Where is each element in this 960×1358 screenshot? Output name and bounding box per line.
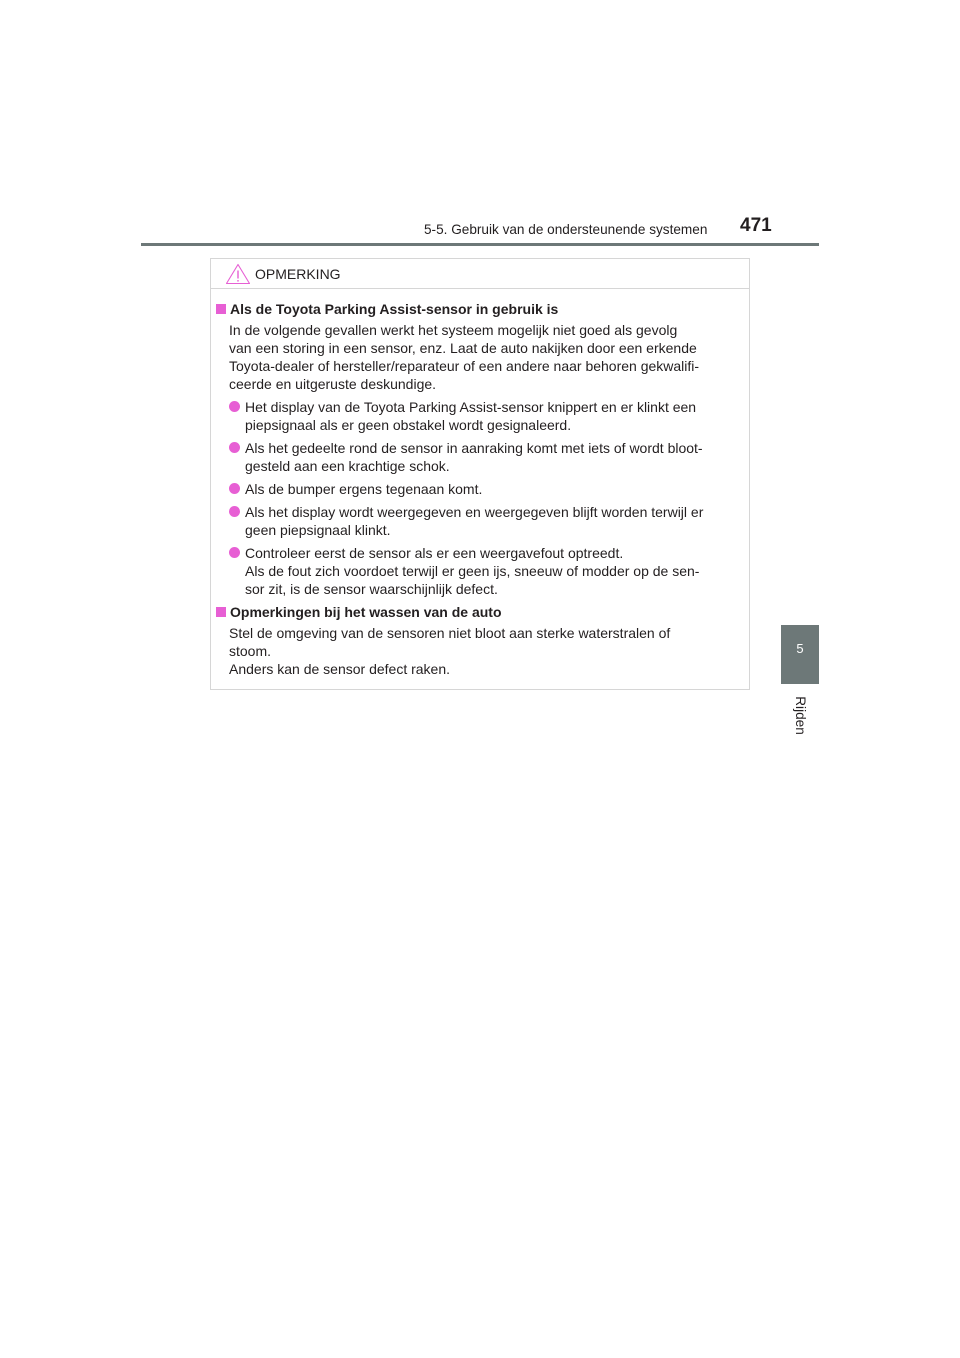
section-heading xyxy=(216,300,743,318)
section-heading-text: Opmerkingen bij het wassen van de auto xyxy=(230,604,502,620)
paragraph-line: van een storing in een sensor, enz. Laat de auto nakijken door een erkende xyxy=(229,340,697,356)
list-item-text xyxy=(245,439,703,475)
paragraph-line: In de volgende gevallen werkt het systeem mogelijk niet goed als gevolg xyxy=(229,322,678,338)
paragraph-line: Toyota-dealer of hersteller/reparateur of een andere naar behoren gekwalifi- xyxy=(229,358,700,374)
header-divider xyxy=(141,243,819,246)
section-title: 5-5. Gebruik van de ondersteunende systemen xyxy=(424,222,708,237)
list-item-line: Als het display wordt weergegeven en weergegeven blijft worden terwijl er xyxy=(245,504,704,520)
list-item-text xyxy=(245,480,482,498)
paragraph-line: stoom. xyxy=(229,643,272,659)
section-paragraph xyxy=(229,624,743,678)
list-item xyxy=(229,480,743,498)
list-item-line: Als de fout zich voordoet terwijl er geen ijs, sneeuw of modder op de sen- xyxy=(245,563,700,579)
section-heading-text: Als de Toyota Parking Assist-sensor in gebruik is xyxy=(230,301,559,317)
section-heading xyxy=(216,603,743,621)
list-item xyxy=(229,398,743,434)
chapter-tab: 5 xyxy=(781,625,819,684)
list-item-line: sor zit, is de sensor waarschijnlijk defect. xyxy=(245,581,498,597)
paragraph-line: ceerde en uitgeruste deskundige. xyxy=(229,376,437,392)
paragraph-line: Stel de omgeving van de sensoren niet bloot aan sterke waterstralen of xyxy=(229,625,671,641)
chapter-label xyxy=(776,692,824,738)
list-item-text xyxy=(245,398,696,434)
list-item-line: gesteld aan een krachtige schok. xyxy=(245,458,450,474)
round-bullet-icon xyxy=(229,401,240,412)
notice-box xyxy=(210,258,750,690)
section-paragraph xyxy=(229,321,743,393)
list-item xyxy=(229,544,743,598)
notice-header xyxy=(211,259,749,289)
list-item-line: Controleer eerst de sensor als er een weergavefout optreedt. xyxy=(245,545,624,561)
list-item-line: Als het gedeelte rond de sensor in aanraking komt met iets of wordt bloot- xyxy=(245,440,703,456)
list-item-line: piepsignaal als er geen obstakel wordt gesignaleerd. xyxy=(245,417,572,433)
list-item-text xyxy=(245,503,703,539)
notice-body xyxy=(211,289,749,678)
round-bullet-icon xyxy=(229,483,240,494)
list-item xyxy=(229,439,743,475)
list-item-line: geen piepsignaal klinkt. xyxy=(245,522,391,538)
notice-title: OPMERKING xyxy=(255,265,341,282)
square-bullet-icon xyxy=(216,304,226,314)
chapter-label-text: Rijden xyxy=(792,695,808,735)
round-bullet-icon xyxy=(229,442,240,453)
warning-triangle-icon xyxy=(225,263,251,285)
list-item-text xyxy=(245,544,699,598)
paragraph-line: Anders kan de sensor defect raken. xyxy=(229,661,451,677)
round-bullet-icon xyxy=(229,506,240,517)
page-number: 471 xyxy=(740,215,772,236)
round-bullet-icon xyxy=(229,547,240,558)
list-item-line: Als de bumper ergens tegenaan komt. xyxy=(245,481,483,497)
list-item xyxy=(229,503,743,539)
list-item-line: Het display van de Toyota Parking Assist-sensor knippert en er klinkt een xyxy=(245,399,697,415)
square-bullet-icon xyxy=(216,607,226,617)
